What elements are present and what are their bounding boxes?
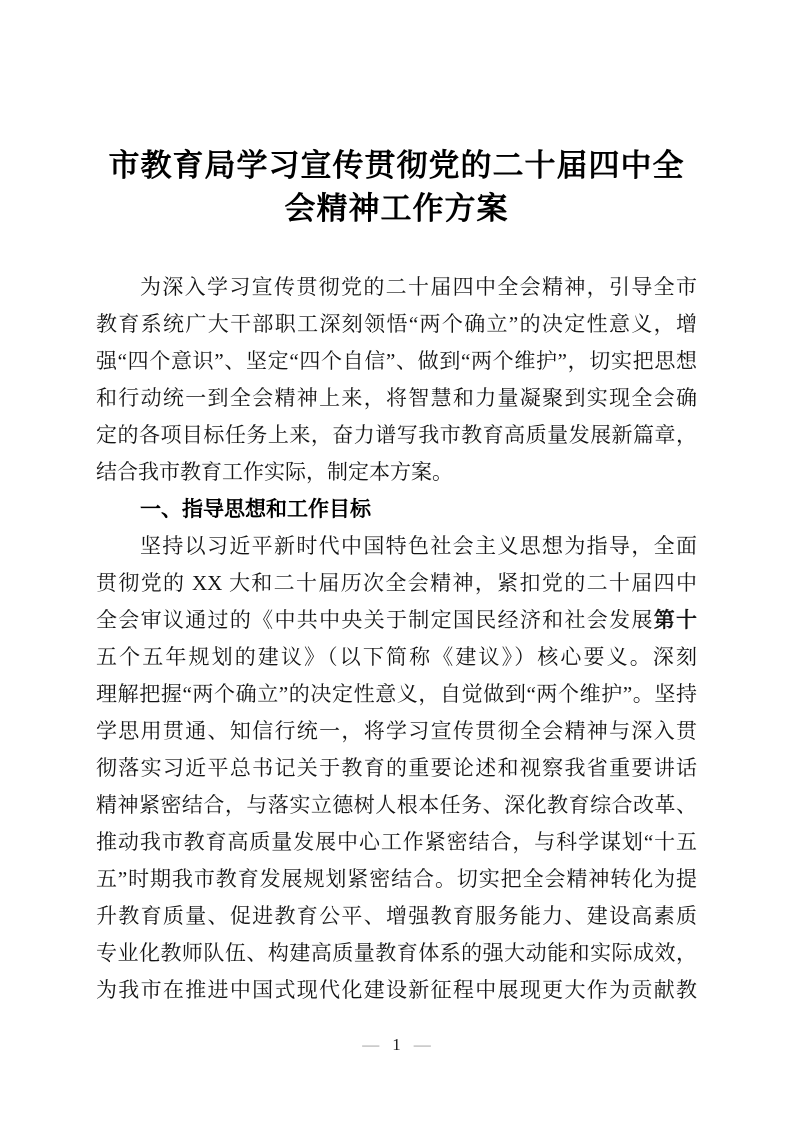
document-title [96, 144, 697, 230]
text-run: 全会审议通过的《中共中央关于制定国民经济和社会发展 [96, 608, 654, 632]
document-body [96, 269, 697, 1009]
body-line: 理解把握“两个确立”的决定性意义，自觉做到“两个维护”。坚持 [96, 682, 697, 706]
section-heading: 一、指导思想和工作目标 [140, 497, 371, 521]
page-footer [0, 1033, 793, 1057]
footer-right-dash: — [413, 1035, 431, 1054]
body-line: 五个五年规划的建议》（以下简称《建议》）核心要义。深刻 [96, 645, 697, 669]
bold-text-run: 第十 [653, 608, 697, 632]
body-line: 五”时期我市教育发展规划紧密结合。切实把全会精神转化为提 [96, 867, 697, 891]
body-line: 结合我市教育工作实际，制定本方案。 [96, 460, 453, 484]
body-line: 学思用贯通、知信行统一，将学习宣传贯彻全会精神与深入贯 [96, 719, 697, 743]
body-line: 为深入学习宣传贯彻党的二十届四中全会精神，引导全市 [140, 275, 697, 299]
body-line: 和行动统一到全会精神上来，将智慧和力量凝聚到实现全会确 [96, 386, 697, 410]
body-line: 专业化教师队伍、构建高质量教育体系的强大动能和实际成效， [96, 941, 697, 965]
page-number: 1 [392, 1035, 401, 1054]
body-line: 强“四个意识”、坚定“四个自信”、做到“两个维护”，切实把思想 [96, 349, 697, 373]
body-line [96, 602, 697, 639]
body-line: 教育系统广大干部职工深刻领悟“两个确立”的决定性意义，增 [96, 312, 697, 336]
footer-left-dash: — [362, 1035, 380, 1054]
body-line: 为我市在推进中国式现代化建设新征程中展现更大作为贡献教 [96, 978, 697, 1002]
body-line: 定的各项目标任务上来，奋力谱写我市教育高质量发展新篇章， [96, 423, 697, 447]
body-line: 精神紧密结合，与落实立德树人根本任务、深化教育综合改革、 [96, 793, 697, 817]
document-title-line-1: 市教育局学习宣传贯彻党的二十届四中全 [108, 148, 685, 183]
document-title-line-2: 会精神工作方案 [284, 191, 509, 226]
body-line: 彻落实习近平总书记关于教育的重要论述和视察我省重要讲话 [96, 756, 697, 780]
body-line: 贯彻党的 XX 大和二十届历次全会精神，紧扣党的二十届四中 [96, 571, 697, 595]
body-line: 推动我市教育高质量发展中心工作紧密结合，与科学谋划“十五 [96, 830, 697, 854]
body-line: 坚持以习近平新时代中国特色社会主义思想为指导，全面 [140, 534, 697, 558]
body-line: 升教育质量、促进教育公平、增强教育服务能力、建设高素质 [96, 904, 697, 928]
